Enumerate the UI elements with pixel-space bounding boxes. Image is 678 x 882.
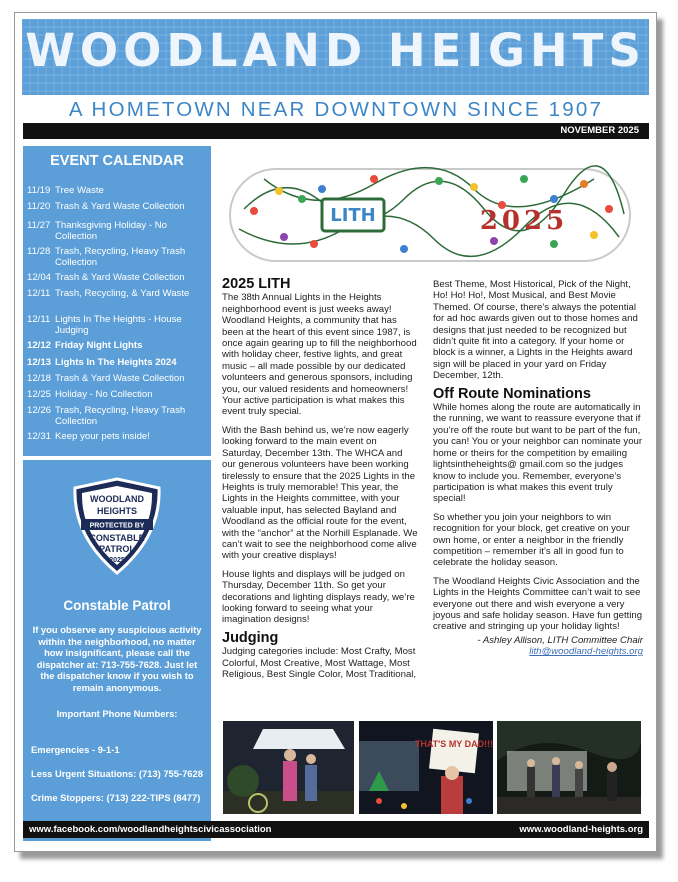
photo-band [497,721,641,814]
shield-line: PATROL [99,544,135,554]
shield-line: HEIGHTS [96,506,138,516]
photo-sign [359,721,493,814]
calendar-event [27,374,209,385]
article-paragraph: With the Bash behind us, we’re now eagerly looking forward to the main event on Saturday, December 13th. The WHCA and our generous volunteers have been working tirelessly to ensure that the 2025 Lights in the Heights is truly memorable! This year, the Lights in the Heights committee, with your valuable input, has selected Bayland and Woodland as the official route for the event, with the “anchor” at the Norhill Esplanade. We can’t wait to see the neighborhood come alive with your creative displays! [222,424,418,562]
newsletter-page [14,12,657,852]
calendar-event [27,432,209,443]
phone-emergency: Emergencies - 9-1-1 [31,744,120,755]
calendar-title: EVENT CALENDAR [50,153,184,169]
event-date: 12/13 [27,357,52,368]
calendar-event [27,247,209,268]
email-link[interactable]: lith@woodland-heights.org [529,646,643,658]
phones-title: Important Phone Numbers: [56,708,178,719]
event-text: Keep your pets inside! [55,431,150,442]
hero-year: 2025 [479,206,569,236]
event-text: Trash, Recycling, Heavy Trash Collection [55,405,186,427]
event-text: Trash, Recycling, & Yard Waste [55,288,190,299]
event-text: Lights In The Heights - House Judging [55,314,182,336]
offroute-paragraph: The Woodland Heights Civic Association and the Lights in the Heights Committee can’t wait to see everyone out there and wish everyone a very joyous and safe holiday season. Have fun getting creative and stringing up your holiday lights! [433,575,643,633]
calendar-event [27,406,209,427]
calendar-event [27,202,209,213]
masthead-title: WOODLAND HEIGHTS [25,24,646,77]
signature [433,635,643,658]
lith-2025-illustration [224,149,639,277]
calendar-event [27,315,209,336]
calendar-event [27,289,209,300]
event-date: 12/11 [27,288,51,299]
article-paragraph: The 38th Annual Lights in the Heights neighborhood event is just weeks away! Woodland Heights, a community that has been at the heart of this event since 1987, is once again gearing up to fill the neighborhood with holiday cheer, festive lights, and great music – all made possible by our dedicated volunteers and generous sponsors, including you, our valued residents and homeowners! Your active participation is what makes this event truly special. [222,292,417,418]
calendar-event [27,186,209,197]
sidebar [23,146,211,841]
issue-date: NOVEMBER 2025 [560,125,639,136]
event-date: 12/25 [27,389,52,400]
issue-date-bar [23,123,649,139]
event-date: 12/11 [27,314,51,325]
calendar-event [27,221,209,242]
event-text: Trash, Recycling, Heavy Trash Collection [55,246,186,268]
event-date: 12/31 [27,431,52,442]
police-shield-icon [69,476,165,576]
offroute-paragraph: So whether you join your neighbors to win recognition for your block, get creative on your own home, or enter a neighbor in the friendly competition – remember it’s all in good fun to celebrate the holiday season. [433,511,630,569]
tagline: A HOMETOWN NEAR DOWNTOWN SINCE 1907 [68,98,604,121]
event-date: 12/04 [27,272,52,283]
event-text: Trash & Yard Waste Collection [55,373,185,384]
event-date: 12/12 [27,340,52,351]
calendar-event [27,273,209,284]
event-text: Tree Waste [55,185,104,196]
shield-line: 2025 [109,557,125,564]
event-date: 11/20 [27,201,51,212]
event-date: 11/19 [27,185,51,196]
event-text: Trash & Yard Waste Collection [55,272,185,283]
masthead-banner [22,19,649,95]
facebook-link[interactable]: www.facebook.com/woodlandheightscivicassociation [29,824,272,835]
website-link[interactable]: www.woodland-heights.org [519,824,643,835]
shield-line: PROTECTED BY [89,522,145,530]
sidebar-divider [23,456,211,460]
event-date: 11/28 [27,246,51,257]
event-date: 11/27 [27,220,51,231]
event-text: Friday Night Lights [55,340,143,351]
article-paragraph: House lights and displays will be judged on Thursday, December 11th. So get your decorations and lighting displays ready, we’re looking forward to seeing what your imagination designs! [222,568,415,626]
calendar-event [27,390,209,401]
patrol-title: Constable Patrol [63,598,171,613]
article-column-2 [433,279,643,658]
footer-bar [23,821,649,838]
event-text: Holiday - No Collection [55,389,153,400]
judging-paragraph-continued: Best Theme, Most Historical, Pick of the Night, Ho! Ho! Ho!, Most Musical, and Best Movie Themed. Of course, there’s always the potential for ad hoc awards given out to those homes and designs that just needed to be recognized but didn’t quite fit into a category. If your home or block is a winner, a Lights in the Heights award sign will be placed in your yard on Friday December, 12th. [433,279,638,382]
offroute-paragraph: While homes along the route are automatically in the running, we want to reassure everyone that if you’re off the route but want to be part of the fun, you can! You or your neighbor can nominate your home or theirs for the competition by emailing lightsintheheights@ gmail.com so the judges know to include you. Remember, everyone’s participation is what makes this event truly special! [433,402,643,505]
phone-less-urgent: Less Urgent Situations: (713) 755-7628 [31,768,203,779]
judging-paragraph: Judging categories include: Most Crafty, Most Colorful, Most Creative, Most Wattage, Most Religious, Best Single Color, Most Traditional, [222,646,417,680]
event-text: Lights In The Heights 2024 [55,357,177,368]
article-column-1 [222,276,418,687]
calendar-event [27,358,209,369]
patrol-text: If you observe any suspicious activity within the neighborhood, no matter how insignificant, please call the dispatcher at: 713-755-7628. Just let the dispatcher know if you wish to remain anonymous. [32,624,202,693]
offroute-title: Off Route Nominations [433,385,591,402]
article-title: 2025 LITH [222,276,291,292]
photo-sign-text: THAT'S MY DAD!!! [414,739,493,749]
event-text: Thanksgiving Holiday - No Collection [55,220,167,242]
event-date: 12/26 [27,405,52,416]
phone-crime-stoppers: Crime Stoppers: (713) 222-TIPS (8477) [31,792,201,803]
shield-line: WOODLAND [90,494,144,504]
hero-sign-text: LITH [330,205,376,226]
signature-name: - Ashley Allison, LITH Committee Chair [477,634,643,646]
calendar-event [27,341,209,352]
judging-title: Judging [222,629,279,646]
shield-line: CONSTABLE [89,533,145,543]
event-text: Trash & Yard Waste Collection [55,201,185,212]
photo-costumes [223,721,354,814]
event-date: 12/18 [27,373,52,384]
